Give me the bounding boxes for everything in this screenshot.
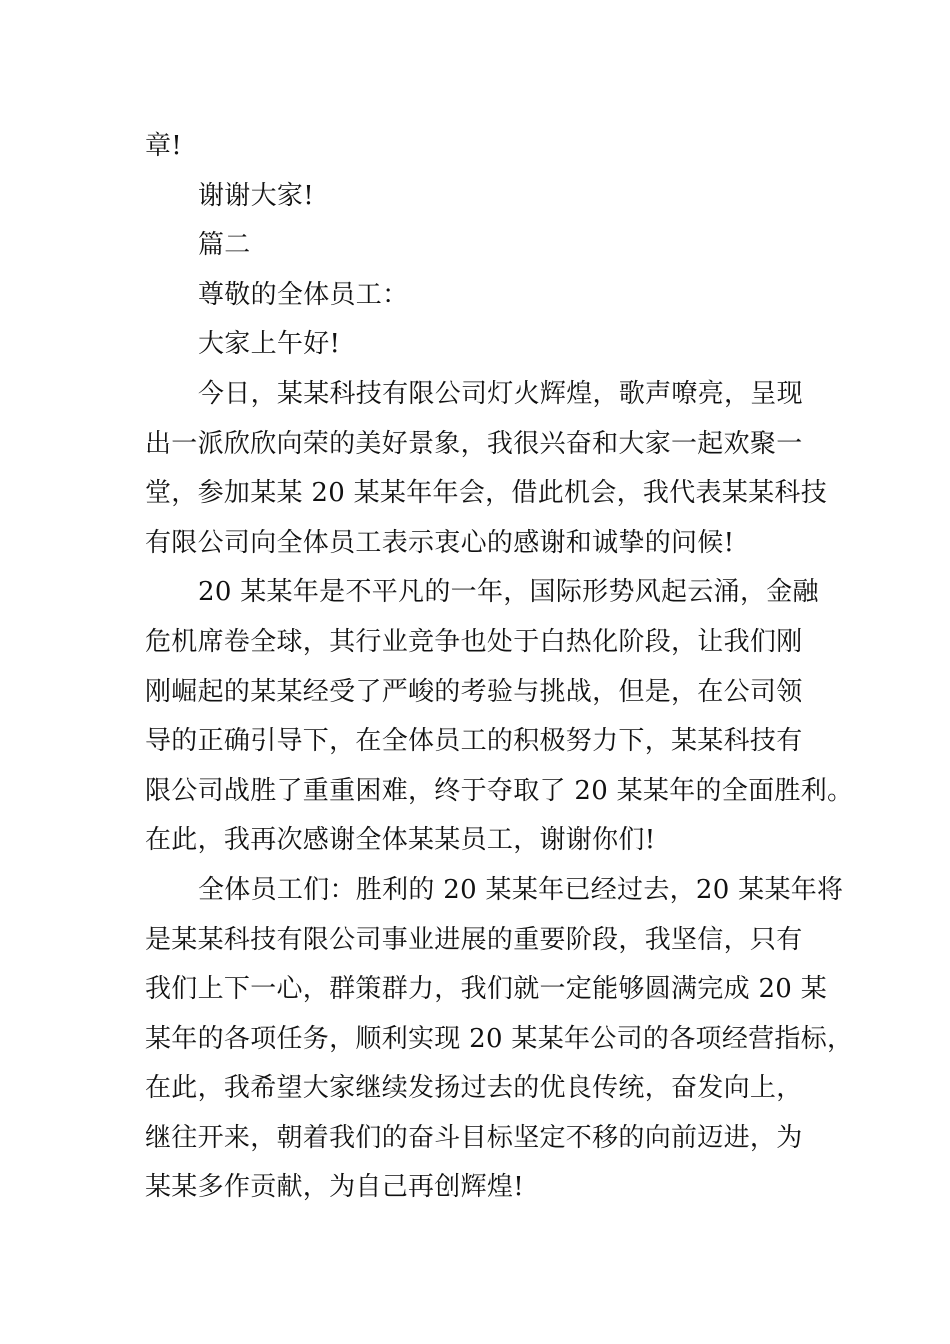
text-line-thanks: 谢谢大家! [198,180,314,211]
paragraph-3-line-5: 在此，我希望大家继续发扬过去的优良传统，奋发向上， [145,1073,803,1104]
paragraph-3-line-1: 全体员工们：胜利的 20 某某年已经过去，20 某某年将 [198,874,844,905]
paragraph-2-line-4: 导的正确引导下，在全体员工的积极努力下，某某科技有 [145,726,803,757]
section-heading: 篇二 [198,230,251,261]
paragraph-2-line-6: 在此，我再次感谢全体某某员工，谢谢你们! [145,825,656,856]
paragraph-3-line-4: 某年的各项任务，顺利实现 20 某某年公司的各项经营指标， [145,1023,854,1054]
paragraph-3-line-7: 某某多作贡献，为自己再创辉煌! [145,1172,524,1203]
paragraph-3-line-3: 我们上下一心，群策群力，我们就一定能够圆满完成 20 某 [145,974,828,1005]
paragraph-1-line-4: 有限公司向全体员工表示衷心的感谢和诚挚的问候! [145,527,735,558]
paragraph-1-line-1: 今日，某某科技有限公司灯火辉煌，歌声嘹亮，呈现 [198,378,803,409]
paragraph-2-line-5: 限公司战胜了重重困难，终于夺取了 20 某某年的全面胜利。 [145,775,854,806]
document-body [145,122,854,1213]
paragraph-3-line-2: 是某某科技有限公司事业进展的重要阶段，我坚信，只有 [145,924,803,955]
paragraph-2-line-1: 20 某某年是不平凡的一年，国际形势风起云涌，金融 [198,577,819,608]
salutation-line: 尊敬的全体员工： [198,279,409,310]
greeting-line: 大家上午好! [198,329,341,360]
paragraph-3-line-6: 继往开来，朝着我们的奋斗目标坚定不移的向前迈进，为 [145,1122,803,1153]
paragraph-2-line-2: 危机席卷全球，其行业竞争也处于白热化阶段，让我们刚 [145,626,803,657]
paragraph-1-line-2: 出一派欣欣向荣的美好景象，我很兴奋和大家一起欢聚一 [145,428,803,459]
text-line-continuation: 章! [145,131,183,161]
paragraph-2-line-3: 刚崛起的某某经受了严峻的考验与挑战，但是，在公司领 [145,676,803,707]
paragraph-1-line-3: 堂，参加某某 20 某某年年会，借此机会，我代表某某科技 [145,478,828,509]
